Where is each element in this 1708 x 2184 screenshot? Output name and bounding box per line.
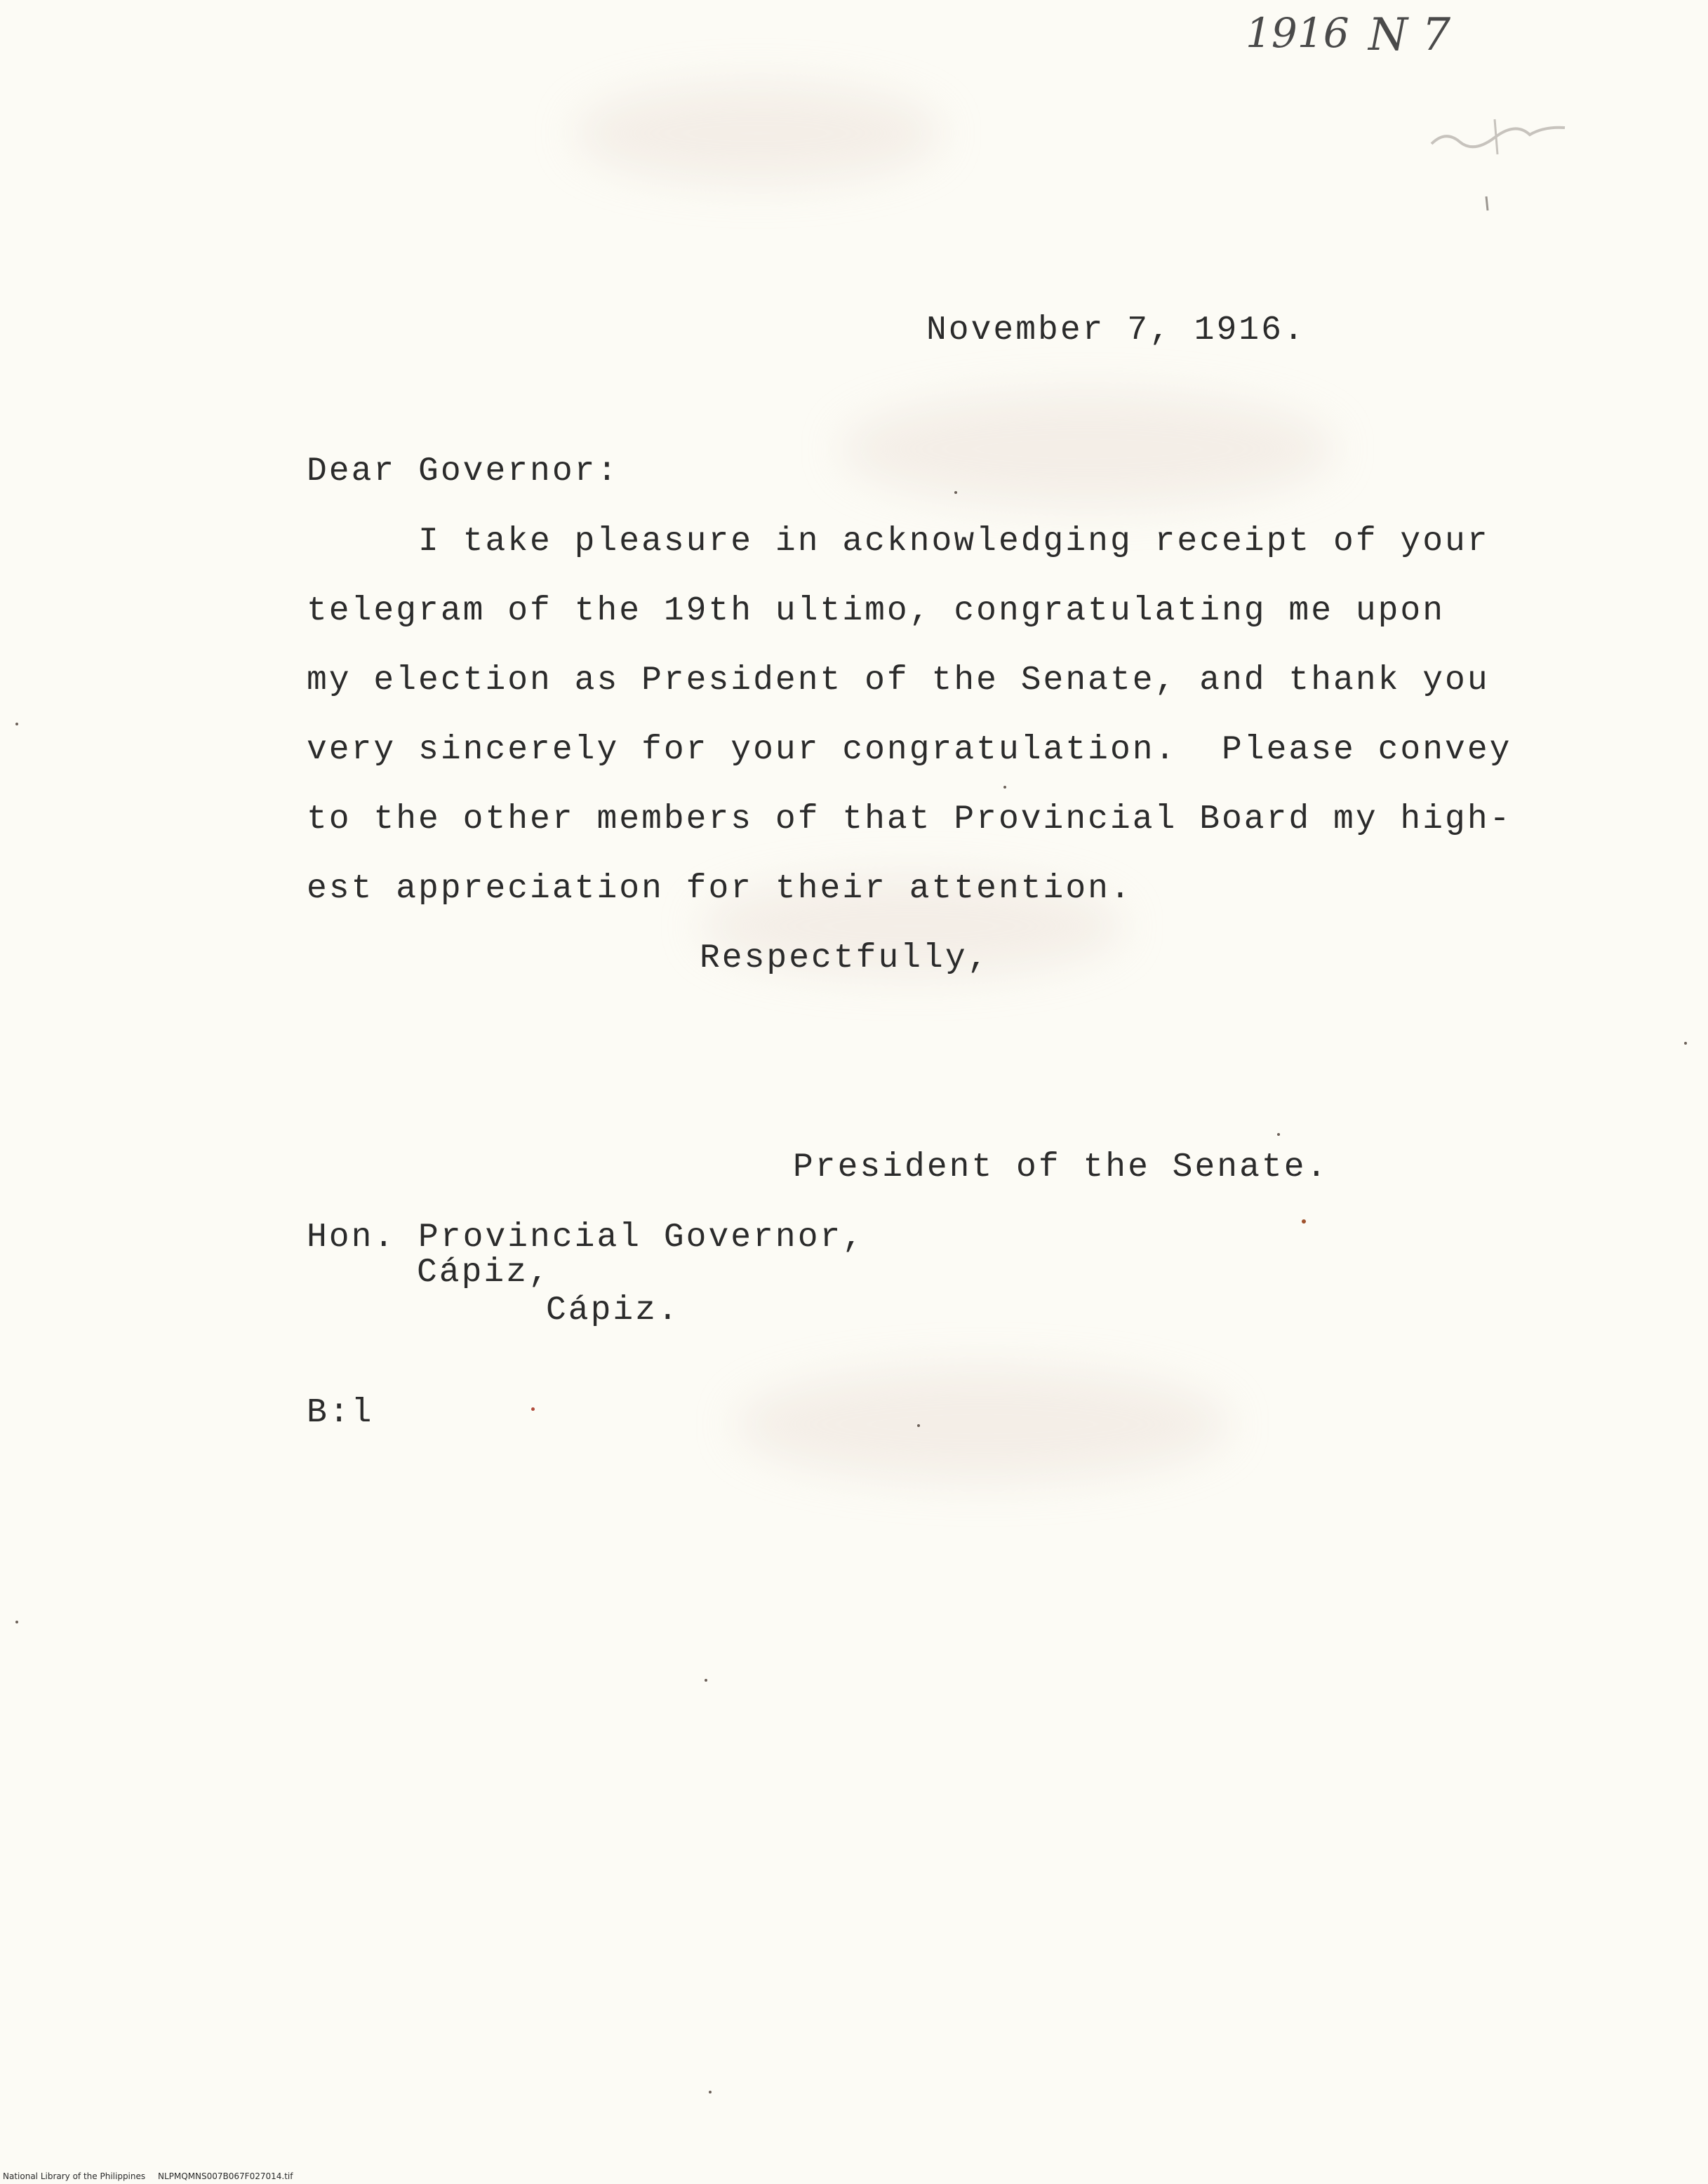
footer-filename: NLPMQMNS007B067F027014.tif <box>158 2171 293 2181</box>
paper-speck <box>1302 1219 1306 1224</box>
letter-body-line: to the other members of that Provincial Board my high- <box>307 800 1512 838</box>
paper-smudge <box>842 393 1333 505</box>
signature-title: President of the Senate. <box>793 1148 1329 1186</box>
letter-body-line: I take pleasure in acknowledging receipt of your <box>307 523 1490 561</box>
paper-speck <box>954 491 957 494</box>
paper-speck <box>709 2091 712 2093</box>
paper-speck <box>15 723 18 725</box>
letter-body-line: my election as President of the Senate, and thank you <box>307 662 1490 699</box>
paper-speck <box>1003 786 1006 789</box>
letter-closing: Respectfully, <box>700 939 990 977</box>
handwritten-year: 1916 <box>1246 9 1349 57</box>
paper-smudge <box>737 1368 1228 1480</box>
letter-salutation: Dear Governor: <box>307 453 620 490</box>
handwritten-reference: N 7 <box>1368 9 1451 61</box>
paper-smudge <box>575 84 940 182</box>
address-line-2: Cápiz, <box>417 1254 551 1292</box>
letter-date: November 7, 1916. <box>926 311 1306 349</box>
paper-speck <box>1277 1133 1280 1136</box>
paper-speck <box>917 1424 920 1427</box>
paper-speck <box>1684 1042 1687 1045</box>
paper-speck <box>531 1407 535 1411</box>
paper-speck <box>15 1621 18 1623</box>
letter-body-line: very sincerely for your congratulation. Please convey <box>307 731 1512 769</box>
reference-initials: B:l <box>307 1394 374 1432</box>
faint-pencil-mark <box>1403 77 1614 260</box>
letter-body-line: est appreciation for their attention. <box>307 870 1133 908</box>
paper-speck <box>705 1679 707 1682</box>
address-line-1: Hon. Provincial Governor, <box>307 1219 865 1257</box>
footer-institution: National Library of the Philippines <box>3 2171 146 2181</box>
address-line-3: Cápiz. <box>546 1292 680 1329</box>
letter-body-line: telegram of the 19th ultimo, congratulating me upon <box>307 592 1446 630</box>
